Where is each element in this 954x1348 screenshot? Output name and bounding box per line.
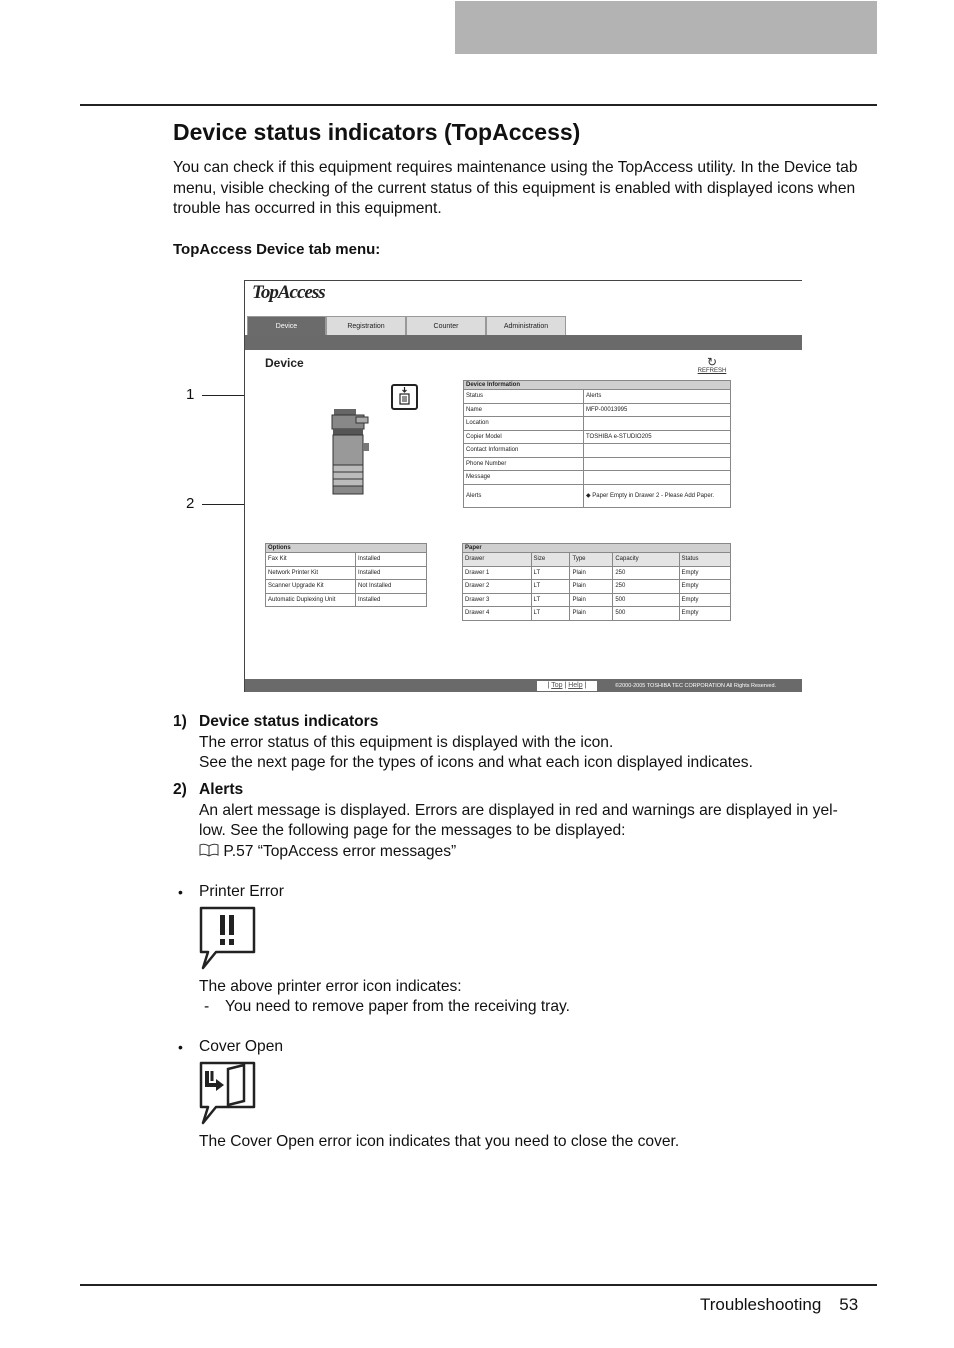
device-info-row	[464, 403, 731, 417]
options-row	[266, 580, 427, 594]
callout-2: 2	[186, 495, 195, 512]
topaccess-screenshot	[244, 280, 802, 692]
page-footer	[700, 1295, 858, 1315]
help-link[interactable]: Help	[568, 682, 583, 689]
bullet-1-desc: The above printer error icon indicates:	[199, 978, 462, 995]
device-info-row-cell-1: Location	[464, 417, 584, 431]
subheading: TopAccess Device tab menu:	[173, 241, 381, 258]
paper-row-cell-1: Drawer 2	[463, 580, 532, 594]
paper-row-cell-5: Empty	[679, 566, 730, 580]
device-info-row-cell-1: Alerts	[464, 484, 584, 507]
paper-row-cell-1: Drawer 1	[463, 566, 532, 580]
device-info-row-cell-1: Contact Information	[464, 444, 584, 458]
page-title: Device status indicators (TopAccess)	[173, 119, 581, 145]
paper-row-cell-3: Plain	[570, 593, 613, 607]
device-info-row-cell-1: Status	[464, 390, 584, 404]
options-row-cell-1: Fax Kit	[266, 553, 356, 567]
paper-row-cell-3: Plain	[570, 566, 613, 580]
item-2-heading	[173, 781, 243, 799]
item-2-line-2: low. See the following page for the messages to be displayed:	[199, 822, 626, 840]
paper-row	[463, 580, 731, 594]
bullet-1-sub: You need to remove paper from the receiving tray.	[225, 998, 570, 1015]
paper-row-cell-5: Empty	[679, 607, 730, 621]
device-info-row-cell-2	[584, 444, 731, 458]
book-icon	[199, 843, 219, 857]
device-info-row-cell-1: Message	[464, 471, 584, 485]
paper-header-4: Capacity	[613, 553, 679, 567]
options-row-cell-1: Network Printer Kit	[266, 566, 356, 580]
tab-registration[interactable]: Registration	[326, 316, 406, 336]
top-rule	[80, 104, 877, 106]
paper-header-5: Status	[679, 553, 730, 567]
device-info-row	[464, 390, 731, 404]
device-info-row	[464, 444, 731, 458]
refresh-label: REFRESH	[697, 368, 727, 374]
bullet-1-label: Printer Error	[199, 883, 284, 900]
device-info-row-cell-2: MFP-00013995	[584, 403, 731, 417]
device-info-caption: Device Information	[463, 380, 731, 389]
options-row-cell-2: Installed	[356, 553, 427, 567]
device-info-row-cell-2: TOSHIBA e-STUDIO205	[584, 430, 731, 444]
topaccess-logo: TopAccess	[252, 282, 325, 303]
tab-underbar	[245, 335, 802, 350]
tab-device[interactable]: Device	[247, 316, 326, 336]
device-info-row-cell-2	[584, 417, 731, 431]
device-status-indicator-icon[interactable]	[391, 384, 418, 410]
bullet-2-label: Cover Open	[199, 1038, 284, 1055]
paper-row-cell-2: LT	[531, 580, 570, 594]
paper-row	[463, 566, 731, 580]
item-1-line-1: The error status of this equipment is displayed with the icon.	[199, 734, 614, 751]
copyright: ©2000-2005 TOSHIBA TEC CORPORATION All Rights Reserved.	[615, 683, 777, 689]
paper-row-cell-3: Plain	[570, 607, 613, 621]
item-2-body	[199, 801, 889, 862]
callout-1: 1	[186, 386, 195, 403]
paper-header-2: Size	[531, 553, 570, 567]
header-bar	[455, 1, 877, 54]
item-1-title: Device status indicators	[199, 713, 379, 730]
options-row-cell-2: Installed	[356, 566, 427, 580]
footer-links: | Top | Help |	[537, 681, 597, 691]
device-info-row-cell-1: Phone Number	[464, 457, 584, 471]
device-info-row	[464, 457, 731, 471]
bullet-2-desc: The Cover Open error icon indicates that you need to close the cover.	[199, 1133, 680, 1150]
paper-row-cell-1: Drawer 4	[463, 607, 532, 621]
paper-row-cell-4: 500	[613, 607, 679, 621]
paper-row-cell-4: 250	[613, 566, 679, 580]
paper-row-cell-1: Drawer 3	[463, 593, 532, 607]
paper-row-cell-2: LT	[531, 593, 570, 607]
paper-row-cell-3: Plain	[570, 580, 613, 594]
options-row-cell-2: Installed	[356, 593, 427, 607]
device-info-row-cell-1: Name	[464, 403, 584, 417]
options-row-cell-1: Automatic Duplexing Unit	[266, 593, 356, 607]
bullet-2-dot: •	[178, 1039, 183, 1055]
cover-open-icon	[198, 1061, 256, 1125]
paper-header-3: Type	[570, 553, 613, 567]
device-section-title: Device	[265, 356, 304, 370]
options-row	[266, 566, 427, 580]
device-info-row-cell-2	[584, 471, 731, 485]
paper-row-cell-4: 500	[613, 593, 679, 607]
options-row	[266, 593, 427, 607]
bullet-1-dot: •	[178, 884, 183, 900]
device-info-row	[464, 430, 731, 444]
printer-error-icon	[198, 906, 256, 970]
copier-image	[330, 409, 370, 495]
bottom-rule	[80, 1284, 877, 1286]
refresh-button[interactable]	[695, 357, 729, 374]
top-link[interactable]: Top	[551, 682, 563, 689]
item-1-line-2: See the next page for the types of icons and what each icon displayed indicates.	[199, 754, 753, 772]
device-info-row	[464, 471, 731, 485]
tab-bar	[245, 316, 802, 336]
paper-caption: Paper	[462, 543, 731, 552]
options-caption: Options	[265, 543, 427, 552]
device-info-row	[464, 484, 731, 507]
paper-row-cell-5: Empty	[679, 580, 730, 594]
paper-row-cell-2: LT	[531, 607, 570, 621]
device-info-row	[464, 417, 731, 431]
device-info-row-cell-1: Copier Model	[464, 430, 584, 444]
device-info-row-cell-2: ◆ Paper Empty in Drawer 2 - Please Add Paper.	[584, 484, 731, 507]
item-1-heading	[173, 713, 378, 731]
device-info-row-cell-2	[584, 457, 731, 471]
item-1-body	[199, 733, 753, 774]
item-2-number: 2)	[173, 781, 187, 798]
device-info-row-cell-2: Alerts	[584, 390, 731, 404]
footer-section: Troubleshooting	[700, 1295, 822, 1314]
tab-counter[interactable]: Counter	[406, 316, 486, 336]
reference-text: P.57 “TopAccess error messages”	[223, 842, 457, 860]
bullet-1-dash: -	[204, 998, 210, 1015]
options-row	[266, 553, 427, 567]
item-2-reference[interactable]	[199, 842, 889, 862]
options-row-cell-2: Not Installed	[356, 580, 427, 594]
paper-header-1: Drawer	[463, 553, 532, 567]
options-row-cell-1: Scanner Upgrade Kit	[266, 580, 356, 594]
options-table	[265, 543, 427, 607]
paper-row	[463, 607, 731, 621]
item-2-line-1: An alert message is displayed. Errors are displayed in red and warnings are displayed in yel-	[199, 802, 838, 819]
device-info-table	[463, 380, 731, 508]
paper-row	[463, 593, 731, 607]
intro-paragraph: You can check if this equipment requires maintenance using the TopAccess utility. In the Device tab menu, visible checking of the current status of this equipment is enabled with displayed icons when trouble has occurred in this equipment.	[173, 159, 858, 218]
paper-row-cell-2: LT	[531, 566, 570, 580]
paper-row-cell-5: Empty	[679, 593, 730, 607]
paper-table	[462, 543, 731, 621]
item-2-title: Alerts	[199, 781, 244, 798]
tab-administration[interactable]: Administration	[486, 316, 566, 336]
item-1-number: 1)	[173, 713, 187, 730]
paper-row-cell-4: 250	[613, 580, 679, 594]
page-number: 53	[839, 1295, 859, 1314]
refresh-icon: ↻	[706, 355, 718, 369]
